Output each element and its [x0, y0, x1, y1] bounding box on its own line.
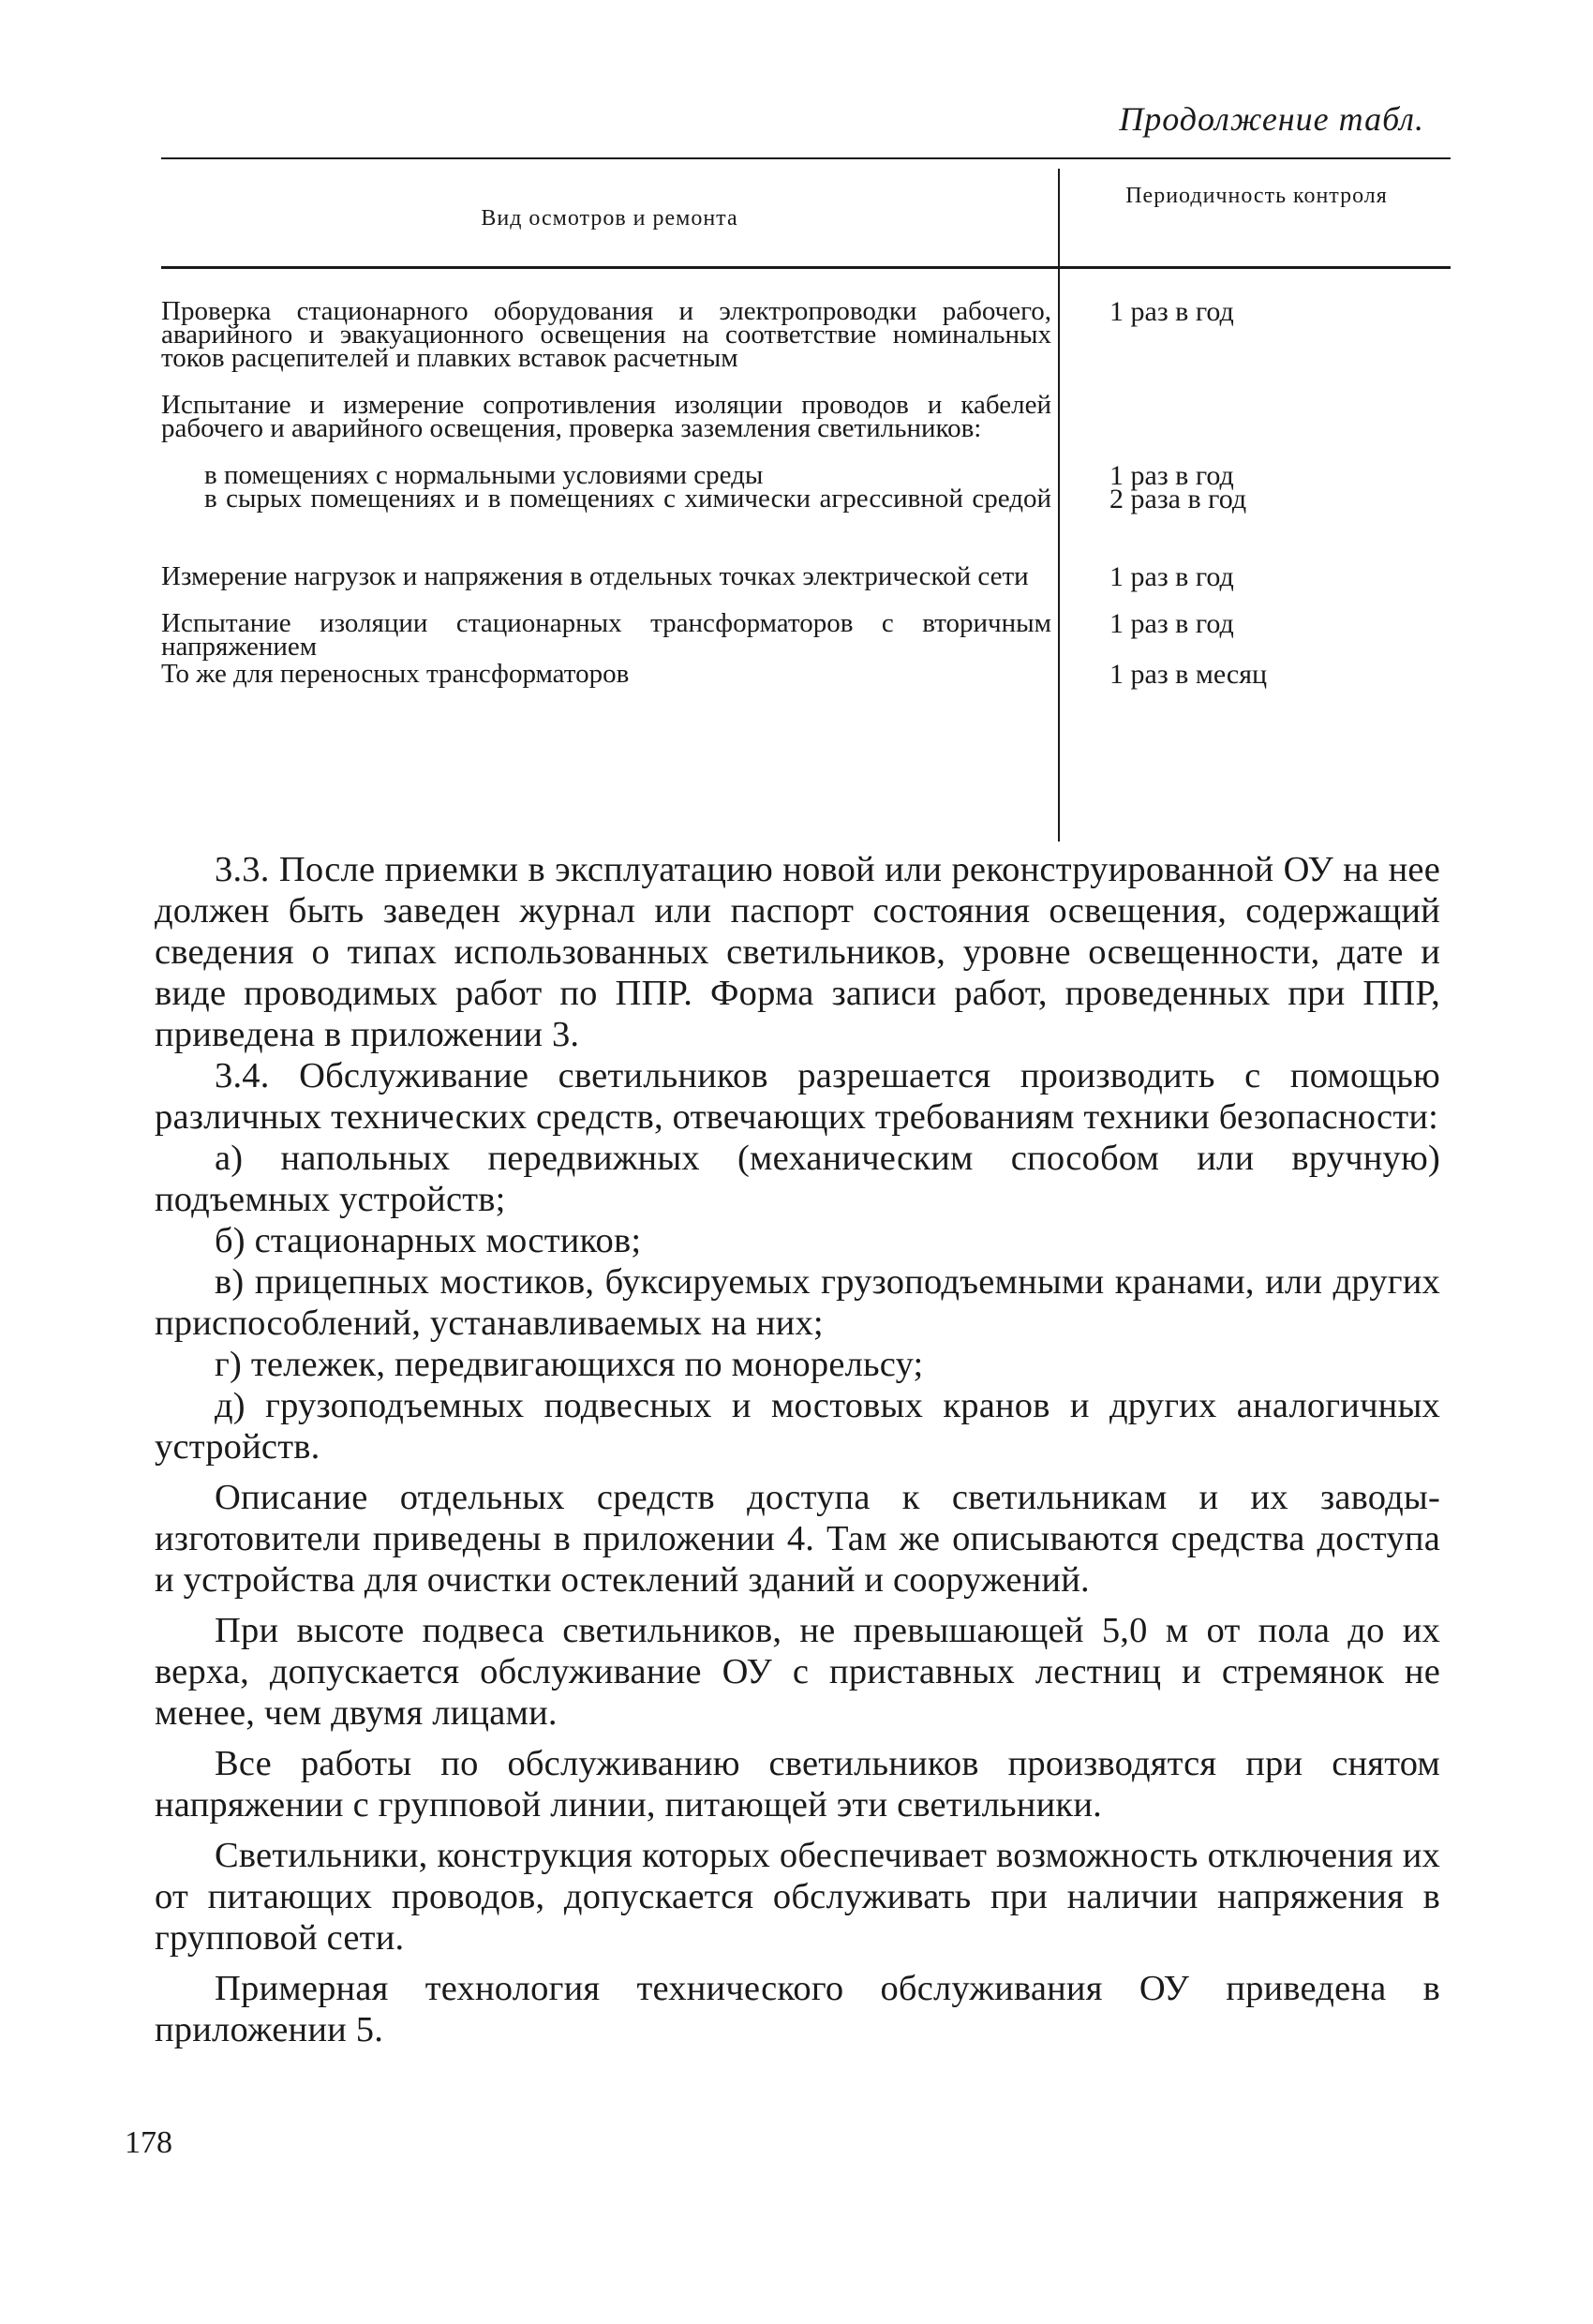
row-description: в помещениях с нормальными условиями среды	[204, 460, 764, 490]
page-number: 178	[125, 2125, 172, 2160]
list-item-g: г) тележек, передвигающихся по монорельсу;	[215, 1345, 924, 1384]
paragraph-technology: Примерная технология технического обслуживания ОУ приведена в приложении 5.	[155, 1969, 1440, 2049]
table-header-type: Вид осмотров и ремонта	[481, 206, 738, 231]
list-item-a: а) напольных передвижных (механическим способом или вручную) подъемных устройств;	[155, 1139, 1440, 1219]
paragraph-ladders: При высоте подвеса светильников, не превышающей 5,0 м от пола до их верха, допускается обслуживание ОУ с приставных лестниц и стремянок не менее, чем двумя лицами.	[155, 1611, 1440, 1733]
row-period: 1 раз в год	[1109, 296, 1234, 327]
row-description: Испытание изоляции стационарных трансформаторов с вторичным напряжением	[161, 608, 1051, 662]
row-period: 1 раз в год	[1109, 608, 1234, 639]
list-item-v: в) прицепных мостиков, буксируемых грузоподъемными кранами, или других приспособлений, устанавливаемых на них;	[155, 1262, 1440, 1343]
paragraph-3-4: 3.4. Обслуживание светильников разрешается производить с помощью различных технических средств, отвечающих требованиям техники безопасности:	[155, 1056, 1440, 1137]
paragraph-voltage-on: Светильники, конструкция которых обеспечивает возможность отключения их от питающих проводов, допускается обслуживать при наличии напряжения в групповой сети.	[155, 1836, 1440, 1958]
table-continuation-label: Продолжение табл.	[1119, 100, 1424, 138]
paragraph-3-3: 3.3. После приемки в эксплуатацию новой или реконструированной ОУ на нее должен быть заведен журнал или паспорт состояния освещения, содержащий сведения о типах использованных светильников, уровне освещенности, дате и виде проводимых работ по ППР. Форма записи работ, проведенных при ППР, приведена в приложении 3.	[155, 850, 1440, 1054]
table-header-rule	[161, 266, 1451, 269]
table-header-periodicity: Периодичность контроля	[1125, 184, 1388, 208]
row-period: 1 раз в год	[1109, 460, 1234, 491]
row-description: Испытание и измерение сопротивления изоляции проводов и кабелей рабочего и аварийного освещения, проверка заземления светильников:	[161, 390, 1051, 443]
list-item-d: д) грузоподъемных подвесных и мостовых кранов и других аналогичных устройств.	[155, 1386, 1440, 1467]
row-description	[161, 484, 1051, 514]
row-period: 2 раза в год	[1109, 484, 1247, 514]
paragraph-voltage-off: Все работы по обслуживанию светильников производятся при снятом напряжении с групповой линии, питающей эти светильники.	[155, 1744, 1440, 1825]
table-top-rule	[161, 157, 1451, 159]
row-period: 1 раз в год	[1109, 561, 1234, 592]
list-item-b: б) стационарных мостиков;	[215, 1221, 642, 1260]
paragraph-access-description: Описание отдельных средств доступа к светильникам и их заводы-изготовители приведены в приложении 4. Там же описываются средства доступа и устройства для очистки остеклений зданий и сооружений.	[155, 1478, 1440, 1600]
row-description: Проверка стационарного оборудования и электропроводки рабочего, аварийного и эвакуационного освещения на соответствие номинальных токов расцепителей и плавких вставок расчетным	[161, 296, 1051, 373]
row-description: То же для переносных трансформаторов	[161, 659, 630, 689]
body-text	[155, 849, 1440, 2050]
row-period: 1 раз в месяц	[1109, 659, 1268, 690]
row-description-text: в сырых помещениях и в помещениях с химически агрессивной средой	[204, 484, 1051, 514]
row-description: Измерение нагрузок и напряжения в отдельных точках электрической сети	[161, 561, 1029, 591]
table-column-divider	[1058, 169, 1060, 842]
